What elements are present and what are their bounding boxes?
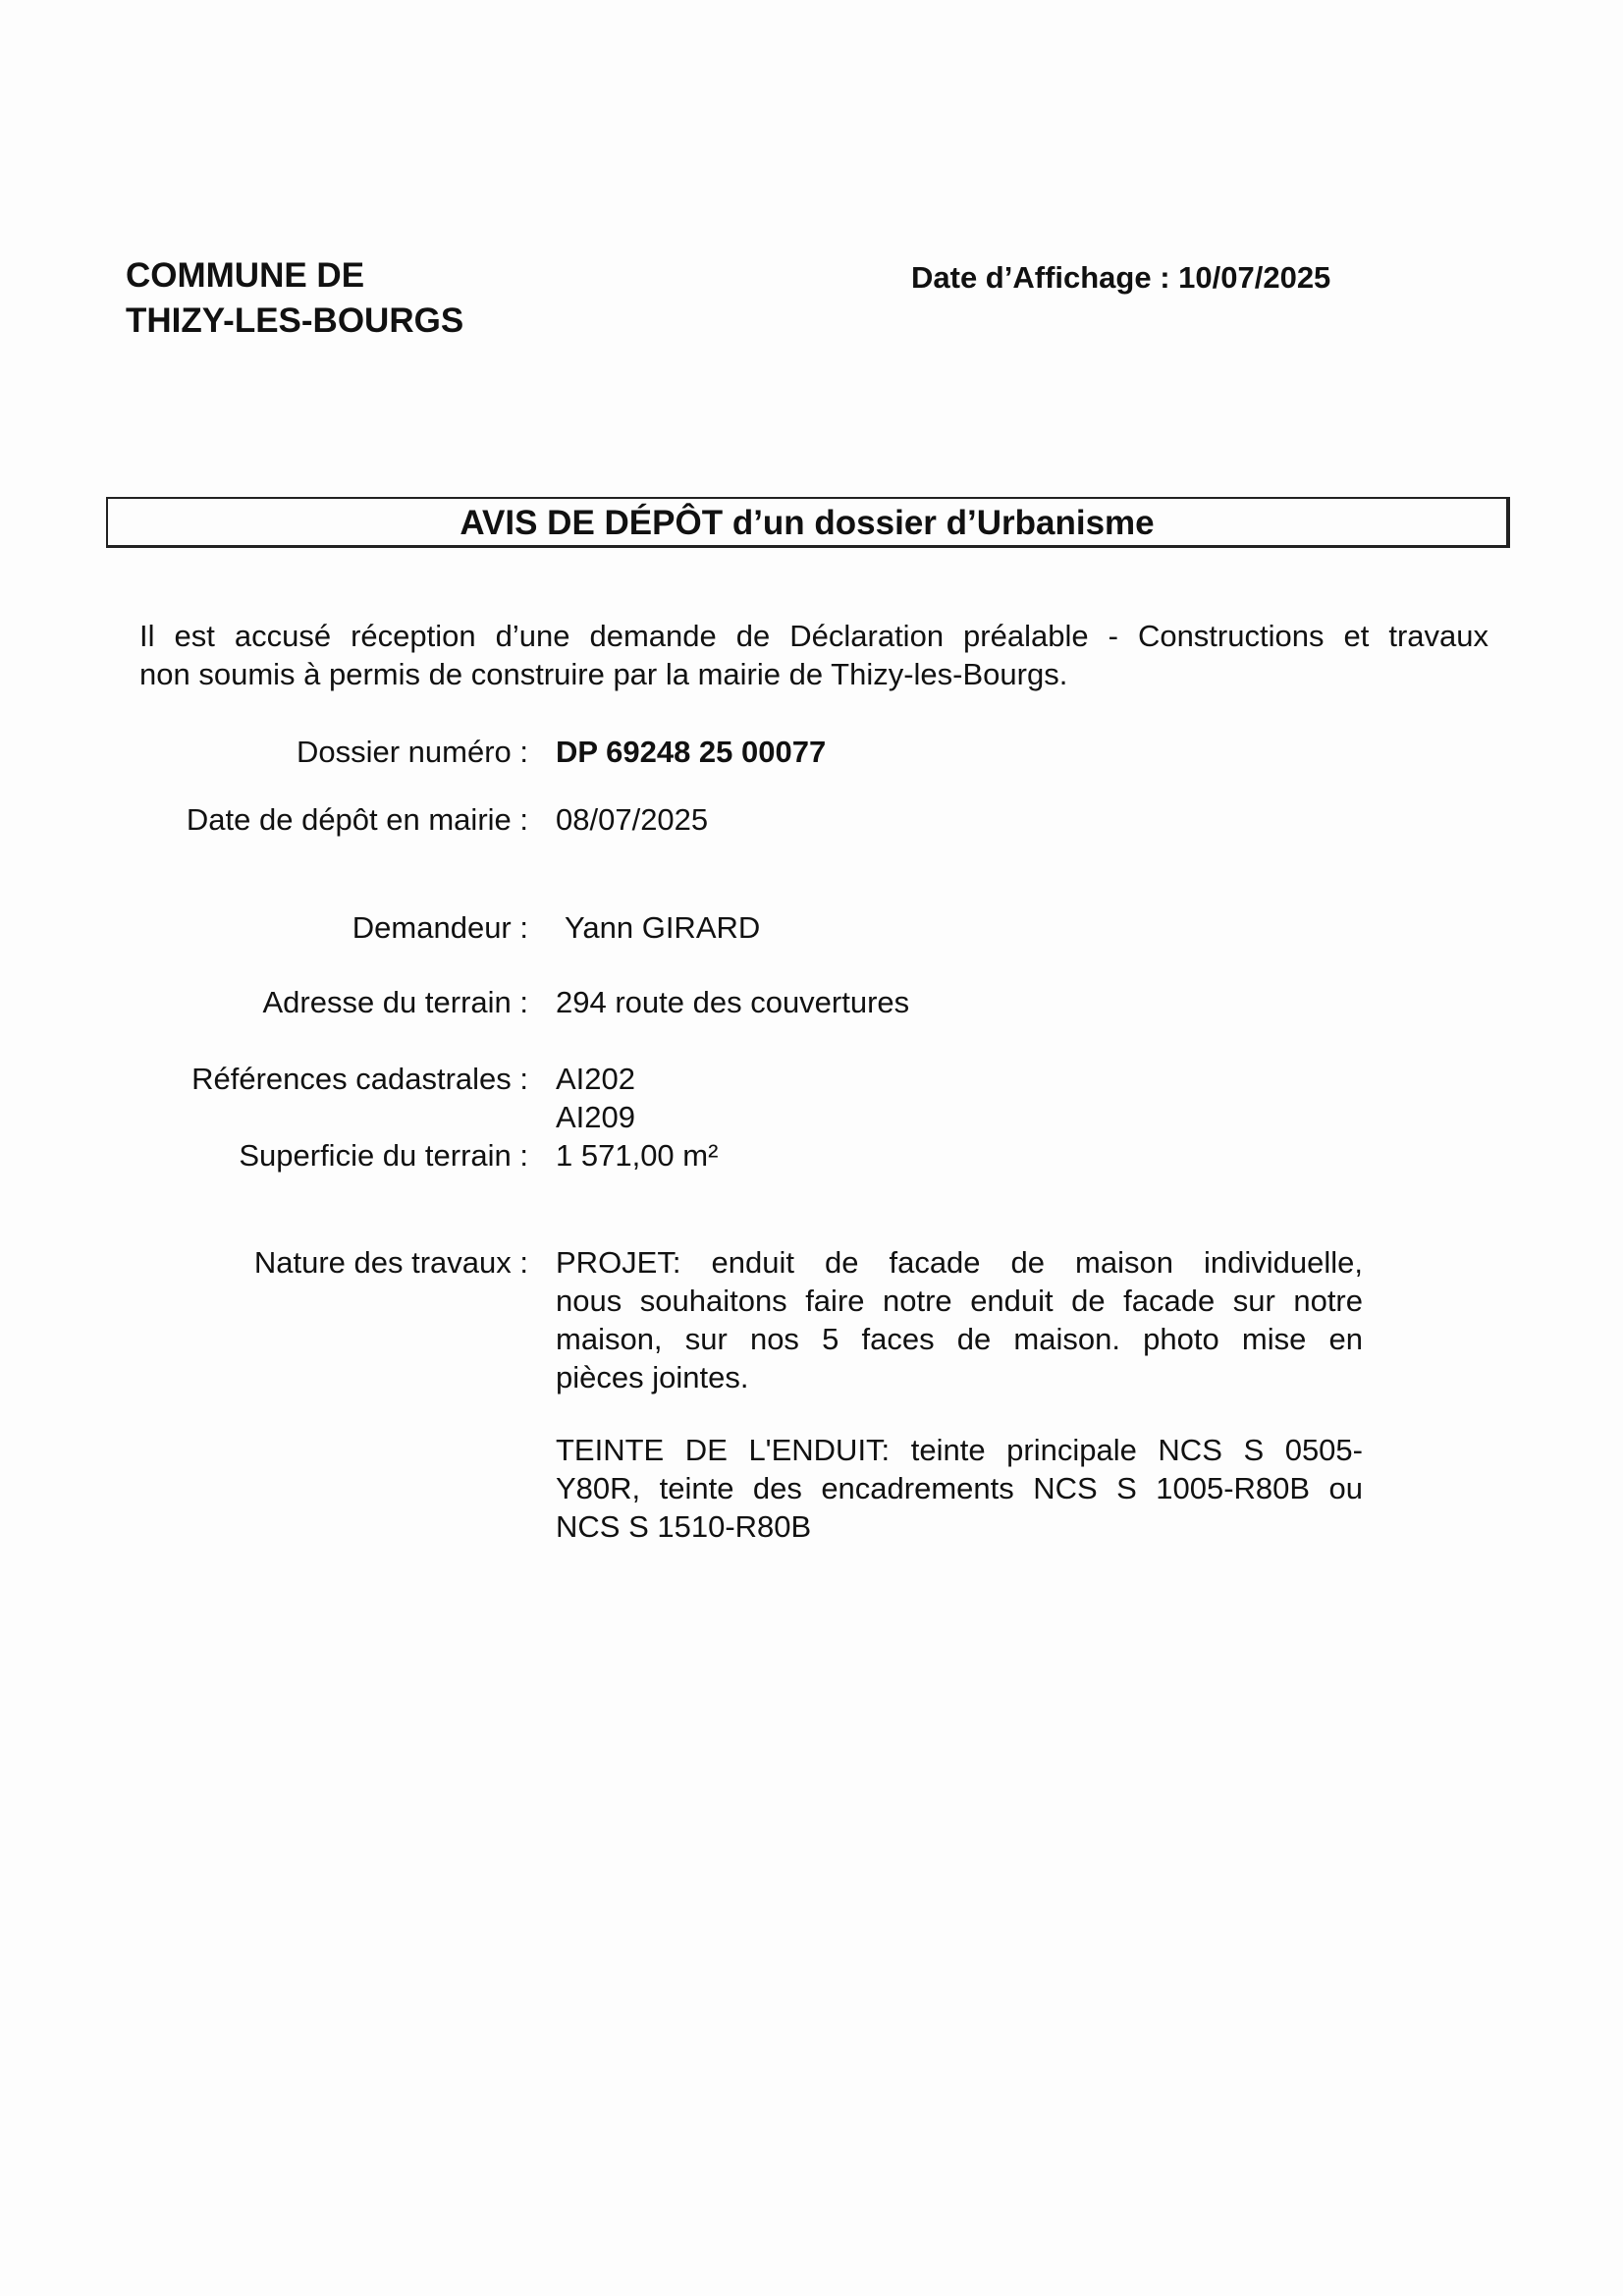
teinte-line: TEINTE DE L'ENDUIT: teinte principale NCS S 0505-: [556, 1433, 1363, 1467]
document-title: AVIS DE DÉPÔT d’un dossier d’Urbanisme: [460, 504, 1155, 542]
superficie-label: Superficie du terrain :: [239, 1138, 528, 1173]
projet-line: maison, sur nos 5 faces de maison. photo mise en: [556, 1322, 1363, 1356]
demandeur-label: Demandeur :: [352, 910, 528, 945]
dossier-label: Dossier numéro :: [296, 735, 528, 769]
adresse-label: Adresse du terrain :: [262, 985, 528, 1019]
demandeur-value: Yann GIRARD: [565, 910, 761, 945]
commune-line-2: THIZY-LES-BOURGS: [126, 301, 464, 340]
intro-line-1: Il est accusé réception d’une demande de Déclaration préalable - Constructions et travaux: [139, 619, 1488, 653]
references-label: Références cadastrales :: [191, 1062, 528, 1096]
projet-line: pièces jointes.: [556, 1360, 749, 1394]
intro-paragraph: [139, 617, 1488, 693]
adresse-value: 294 route des couvertures: [556, 985, 910, 1019]
intro-line-2: non soumis à permis de construire par la mairie de Thizy-les-Bourgs.: [139, 657, 1068, 691]
commune-name: [126, 253, 463, 344]
nature-label: Nature des travaux :: [253, 1245, 528, 1280]
dossier-value: DP 69248 25 00077: [556, 735, 827, 769]
date-depot-value: 08/07/2025: [556, 802, 709, 837]
projet-paragraph: [556, 1243, 1363, 1396]
teinte-line: Y80R, teinte des encadrements NCS S 1005-R80B ou: [556, 1471, 1363, 1505]
teinte-paragraph: [556, 1431, 1363, 1546]
reference-value-1: AI202: [556, 1062, 636, 1096]
teinte-line: NCS S 1510-R80B: [556, 1509, 812, 1544]
title-box: [106, 497, 1510, 548]
date-depot-label: Date de dépôt en mairie :: [186, 802, 528, 837]
reference-value-2: AI209: [556, 1100, 636, 1134]
projet-line: nous souhaitons faire notre enduit de facade sur notre: [556, 1284, 1363, 1318]
affichage-date: Date d’Affichage : 10/07/2025: [911, 260, 1331, 295]
commune-line-1: COMMUNE DE: [126, 256, 365, 295]
projet-line: PROJET: enduit de facade de maison individuelle,: [556, 1245, 1363, 1280]
superficie-value: 1 571,00 m²: [556, 1138, 719, 1173]
